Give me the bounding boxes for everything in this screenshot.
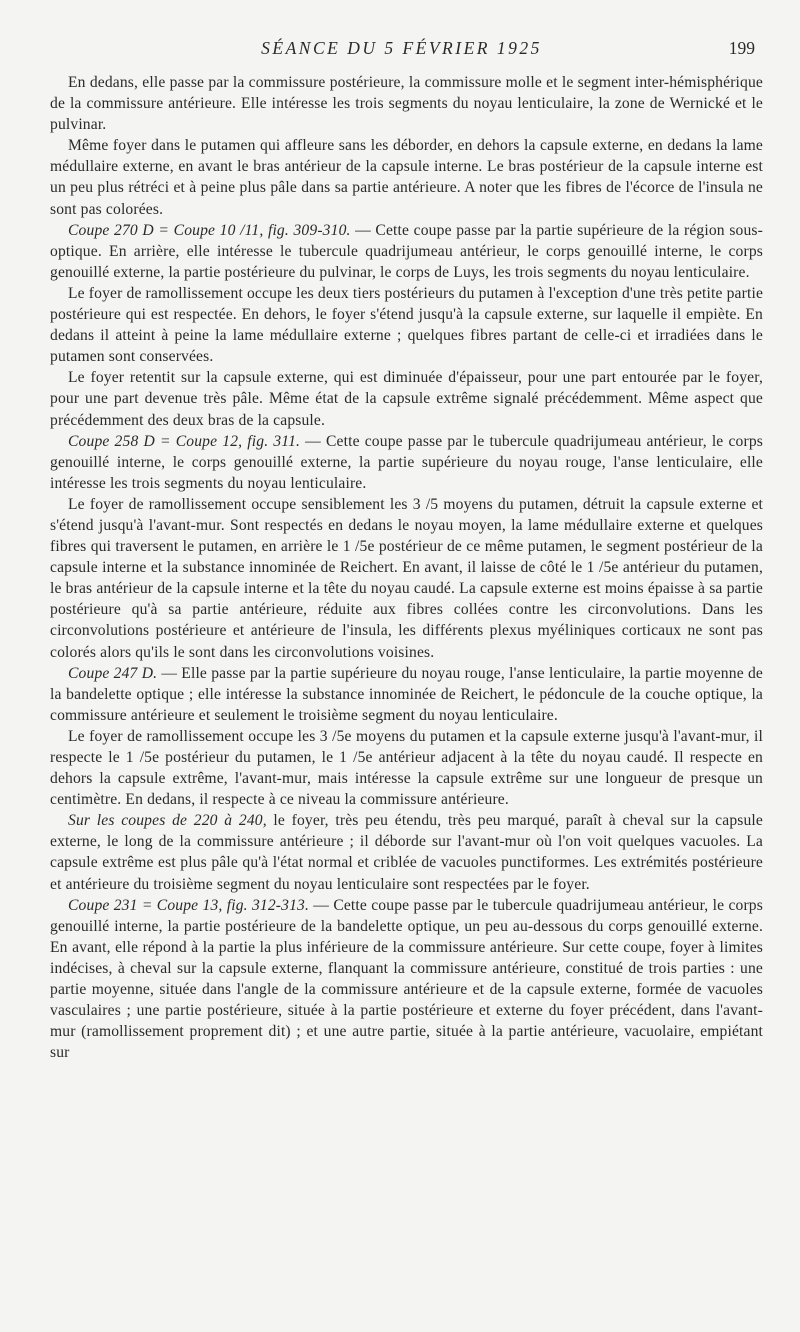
section-lead: Coupe 247 D.: [68, 664, 158, 682]
paragraph: [50, 135, 763, 219]
paragraph: [50, 494, 763, 663]
page-number: 199: [728, 38, 755, 58]
paragraph-text: Le foyer de ramollissement occupe sensiblement les 3 /5 moyens du putamen, détruit la capsule externe et s'étend jusqu'à l'avant-mur. Sont respectés en dedans le noyau moyen, la lame médullaire externe et quelques fibres qui traversent le putamen, en arrière le 1 /5e postérieur de ce même putamen, le segment postérieur de la capsule interne et la substance innominée de Reichert. En avant, il laisse de côté le 1 /5e antérieur du putamen, le bras antérieur de la capsule interne et la tête du noyau caudé. La capsule externe est moins épaisse à sa partie postérieure qu'à sa partie antérieure, réduite aux fibres collées contre les circonvolutions. Dans les circonvolutions postérieure et antérieure de l'insula, les différents plexus myéliniques corticaux ne sont pas colorés alors qu'ils le sont dans les circonvolutions voisines.: [50, 495, 763, 661]
paragraph-text: — Cette coupe passe par le tubercule quadrijumeau antérieur, le corps genouillé interne, la partie postérieure de la bandelette optique, un peu au-dessous du corps genouillé externe. En avant, elle répond à la partie la plus inférieure de la commissure antérieure. Sur cette coupe, foyer à limites indécises, à cheval sur la capsule externe, flanquant la commissure antérieure, constitué de trois parties : une partie moyenne, située dans l'angle de la commissure antérieure et de la capsule externe, formée de vacuoles vasculaires ; une partie postérieure, située à la partie postérieure et externe du foyer précédent, dans l'avant-mur (ramollissement proprement dit) ; et une autre partie, située à la partie antérieure, vacuolaire, empiétant sur: [50, 896, 763, 1062]
paragraph: [50, 220, 763, 283]
paragraph: [50, 431, 763, 494]
paragraph: [50, 72, 763, 135]
paragraph: [50, 283, 763, 367]
paragraph-text: Le foyer retentit sur la capsule externe, qui est diminuée d'épaisseur, pour une part entourée par le foyer, pour une part devenue très pâle. Même état de la capsule extrême signalé précédemment. Même aspect que précédemment des deux bras de la capsule.: [50, 369, 763, 429]
section-lead: Coupe 258 D = Coupe 12, fig. 311.: [68, 432, 301, 450]
paragraph-text: — Cette coupe passe par la partie supérieure de la région sous-optique. En arrière, elle intéresse le tubercule quadrijumeau antérieur, le corps genouillé interne, le corps genouillé externe, la partie postérieure du pulvinar, le corps de Luys, les trois segments du noyau lenticulaire.: [50, 221, 763, 281]
paragraph: [50, 367, 763, 430]
paragraph-text: Le foyer de ramollissement occupe les 3 /5e moyens du putamen et la capsule externe jusqu'à l'avant-mur, il respecte le 1 /5e postérieur du putamen, le 1 /5e antérieur adjacent à la tête du noyau caudé. Il respecte en dehors la capsule extrême, l'avant-mur, mais intéresse la capsule extrême sur une longueur de presque un centimètre. En dedans, il respecte à ce niveau la commissure antérieure.: [50, 727, 763, 809]
paragraph: [50, 895, 763, 1064]
section-lead: Coupe 270 D = Coupe 10 /11, fig. 309-310.: [68, 221, 351, 239]
paragraph-text: En dedans, elle passe par la commissure postérieure, la commissure molle et le segment inter-hémisphérique de la commissure antérieure. Elle intéresse les trois segments du noyau lenticulaire, la zone de Wernické et le pulvinar.: [50, 74, 763, 134]
body-text: [50, 72, 763, 1063]
paragraph-text: le foyer, très peu étendu, très peu marqué, paraît à cheval sur la capsule externe, le long de la commissure antérieure ; il déborde sur l'avant-mur où l'on voit quelques vacuoles. La capsule extrême est plus pâle qu'à l'état normal et criblée de vacuoles punctiformes. Les extrémités postérieure et antérieure du troisième segment du noyau lenticulaire sont respectées par le foyer.: [50, 812, 763, 893]
paragraph-text: — Cette coupe passe par le tubercule quadrijumeau antérieur, le corps genouillé interne, le corps genouillé externe, la partie supérieure du noyau rouge, l'anse lenticulaire, elle intéresse les trois segments du noyau lenticulaire.: [50, 432, 763, 492]
paragraph-text: Même foyer dans le putamen qui affleure sans les déborder, en dehors la capsule externe, en dedans la lame médullaire externe, en avant le bras antérieur de la capsule interne. Le bras postérieur de la capsule interne est un peu plus rétréci et à peine plus pâle dans sa partie antérieure. A noter que les fibres de l'écorce de l'insula ne sont pas colorées.: [50, 137, 763, 218]
paragraph: [50, 726, 763, 810]
section-lead: Sur les coupes de 220 à 240,: [68, 812, 267, 830]
section-lead: Coupe 231 = Coupe 13, fig. 312-313.: [68, 896, 310, 914]
paragraph: [50, 810, 763, 894]
paragraph: [50, 663, 763, 726]
running-title: SÉANCE DU 5 FÉVRIER 1925: [261, 38, 542, 58]
running-header: [48, 38, 755, 68]
paragraph-text: Le foyer de ramollissement occupe les deux tiers postérieurs du putamen à l'exception d'une très petite partie postérieure qui est respectée. En dehors, le foyer s'étend jusqu'à la capsule externe, sur laquelle il empiète. En dedans il atteint à peine la lame médullaire externe ; quelques fibres partant de celle-ci et irradiées dans le putamen sont conservées.: [50, 284, 764, 366]
paragraph-text: — Elle passe par la partie supérieure du noyau rouge, l'anse lenticulaire, la partie moyenne de la bandelette optique ; elle intéresse la substance innominée de Reichert, le pédoncule de la couche optique, la commissure antérieure et seulement le troisième segment du noyau lenticulaire.: [50, 664, 763, 724]
